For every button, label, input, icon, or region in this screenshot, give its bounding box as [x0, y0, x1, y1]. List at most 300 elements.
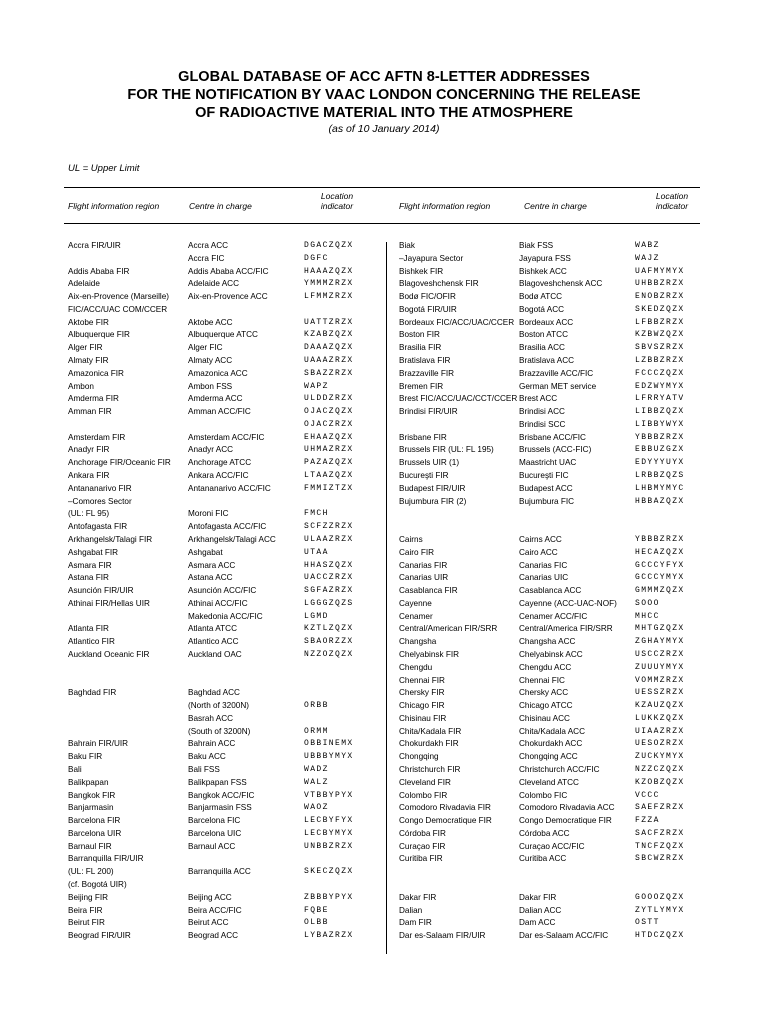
location-indicator-cell: YBBBZRZX — [635, 534, 685, 544]
fir-cell: Almaty FIR — [68, 356, 109, 366]
location-indicator-cell: LGMD — [304, 611, 329, 621]
centre-cell: Astana ACC — [188, 573, 233, 583]
fir-cell: Dalian — [399, 905, 423, 915]
fir-cell: Bishkek FIR — [399, 266, 444, 276]
fir-cell: Asunción FIR/UIR — [68, 586, 134, 596]
location-indicator-cell: LIBBYWYX — [635, 419, 685, 429]
fir-cell: Chennai FIR — [399, 675, 445, 685]
fir-cell: Ambon — [68, 381, 94, 391]
location-indicator-cell: HHASZQZX — [304, 560, 354, 570]
document-date: (as of 10 January 2014) — [328, 123, 440, 135]
centre-cell: Christchurch ACC/FIC — [519, 764, 600, 774]
centre-cell: Almaty ACC — [188, 356, 233, 366]
fir-cell: Bali — [68, 764, 82, 774]
fir-cell: Dakar FIR — [399, 892, 437, 902]
location-indicator-cell: ZUCKYMYX — [635, 752, 685, 762]
centre-cell: Bogotá ACC — [519, 304, 565, 314]
centre-cell: Baku ACC — [188, 752, 226, 762]
location-indicator-cell: UACCZRZX — [304, 573, 354, 583]
fir-cell: Bucureşti FIR — [399, 471, 449, 481]
centre-cell: Curaçao ACC/FIC — [519, 841, 585, 851]
centre-cell: Dam ACC — [519, 918, 556, 928]
fir-cell: (UL: FL 200) — [68, 867, 114, 877]
centre-cell: Budapest ACC — [519, 483, 573, 493]
fir-cell: Biak — [399, 241, 415, 250]
document-title — [0, 68, 768, 122]
location-indicator-cell: KZOBZQZX — [635, 777, 685, 787]
fir-cell: Atlantico FIR — [68, 637, 115, 647]
location-indicator-cell: YMMMZRZX — [304, 279, 354, 289]
fir-cell: Bremen FIR — [399, 381, 444, 391]
fir-cell: Cleveland FIR — [399, 777, 451, 787]
location-indicator-cell: LHBMYMYC — [635, 483, 685, 493]
centre-cell: Bodø ATCC — [519, 292, 563, 302]
location-indicator-cell: ULDDZRZX — [304, 394, 354, 404]
location-indicator-cell: EDYYYUYX — [635, 458, 685, 468]
centre-cell: Albuquerque ATCC — [188, 330, 258, 340]
location-indicator-cell: OLBB — [304, 918, 329, 928]
location-indicator-cell: WAPZ — [304, 381, 329, 391]
centre-cell: German MET service — [519, 381, 597, 391]
location-indicator-cell: WAJZ — [635, 253, 660, 263]
centre-cell: Dakar FIR — [519, 892, 557, 902]
centre-cell: (South of 3200N) — [188, 726, 251, 736]
location-indicator-cell: NZZCZQZX — [635, 764, 685, 774]
centre-cell: Bordeaux ACC — [519, 317, 574, 327]
fir-cell: Ankara FIR — [68, 471, 110, 481]
fir-cell: Auckland Oceanic FIR — [68, 649, 150, 659]
fir-cell: Curitiba FIR — [399, 854, 443, 864]
centre-cell: Bangkok ACC/FIC — [188, 790, 255, 800]
fir-cell: Boston FIR — [399, 330, 440, 340]
location-indicator-cell: KZAUZQZX — [635, 701, 685, 711]
header-centre-left: Centre in charge — [189, 201, 252, 211]
location-indicator-cell: FCCCZQZX — [635, 368, 685, 378]
centre-cell: Chokurdakh ACC — [519, 739, 583, 749]
centre-cell: Chersky ACC — [519, 688, 569, 698]
location-indicator-cell: UIAAZRZX — [635, 726, 685, 736]
location-indicator-cell: TNCFZQZX — [635, 841, 685, 851]
location-indicator-cell: UHMAZRZX — [304, 445, 354, 455]
header-centre-right: Centre in charge — [524, 201, 587, 211]
centre-cell: Accra FIC — [188, 253, 225, 263]
location-indicator-cell: OJACZQZX — [304, 407, 354, 417]
location-indicator-cell: EBBUZGZX — [635, 445, 685, 455]
fir-cell: Barranquilla FIR/UIR — [68, 854, 144, 864]
fir-cell: Aktobe FIR — [68, 317, 109, 327]
location-indicator-cell: WABZ — [635, 241, 660, 250]
centre-cell: Casablanca ACC — [519, 586, 582, 596]
centre-cell: Antananarivo ACC/FIC — [188, 483, 271, 493]
location-indicator-cell: DAAAZQZX — [304, 343, 354, 353]
location-indicator-cell: NZZOZQZX — [304, 649, 354, 659]
location-indicator-cell: GCCCYFYX — [635, 560, 685, 570]
location-indicator-cell: EHAAZQZX — [304, 432, 354, 442]
fir-cell: Cairns — [399, 534, 423, 544]
centre-cell: Atlanta ATCC — [188, 624, 237, 634]
fir-cell: Brest FIC/ACC/UAC/CCT/CCER — [399, 394, 518, 404]
fir-cell: Baku FIR — [68, 752, 103, 762]
centre-cell: Aktobe ACC — [188, 317, 233, 327]
fir-cell: Cenamer — [399, 611, 433, 621]
location-indicator-cell: OBBINEMX — [304, 739, 354, 749]
location-indicator-cell: ULAAZRZX — [304, 534, 354, 544]
fir-cell: Budapest FIR/UIR — [399, 483, 466, 493]
fir-cell: Antofagasta FIR — [68, 522, 128, 532]
location-indicator-cell: PAZAZQZX — [304, 458, 354, 468]
centre-cell: Dalian ACC — [519, 905, 562, 915]
fir-cell: Comodoro Rivadavia FIR — [399, 803, 491, 813]
fir-cell: Blagoveshchensk FIR — [399, 279, 479, 289]
location-indicator-cell: LTAAZQZX — [304, 471, 354, 481]
centre-cell: Bishkek ACC — [519, 266, 567, 276]
centre-cell: Jayapura FSS — [519, 253, 571, 263]
location-indicator-cell: LRBBZQZS — [635, 471, 685, 481]
fir-cell: Ashgabat FIR — [68, 547, 119, 557]
fir-cell: Brussels FIR (UL: FL 195) — [399, 445, 494, 455]
centre-cell: Bahrain ACC — [188, 739, 236, 749]
centre-cell: Brasilia ACC — [519, 343, 565, 353]
fir-cell: Athinai FIR/Hellas UIR — [68, 598, 150, 608]
location-indicator-cell: LUKKZQZX — [635, 713, 685, 723]
fir-cell: FIC/ACC/UAC COM/CCER — [68, 304, 168, 314]
centre-cell: Chengdu ACC — [519, 662, 572, 672]
fir-cell: Bogotá FIR/UIR — [399, 304, 457, 314]
table-top-rule — [64, 187, 700, 188]
centre-cell: Barcelona FIC — [188, 816, 241, 826]
location-indicator-cell: HTDCZQZX — [635, 931, 685, 941]
fir-cell: Balikpapan — [68, 777, 109, 787]
header-location-line2: indicator — [320, 201, 354, 211]
fir-cell: Colombo FIR — [399, 790, 448, 800]
centre-cell: Arkhangelsk/Talagi ACC — [188, 534, 276, 544]
location-indicator-cell: LFBBZRZX — [635, 317, 685, 327]
centre-cell: Brisbane ACC/FIC — [519, 432, 586, 442]
fir-cell: Chengdu — [399, 662, 433, 672]
centre-cell: Barcelona UIC — [188, 828, 242, 838]
fir-cell: Chisinau FIR — [399, 713, 447, 723]
location-indicator-cell: UESSZRZX — [635, 688, 685, 698]
fir-cell: Central/American FIR/SRR — [399, 624, 498, 634]
fir-cell: Addis Ababa FIR — [68, 266, 130, 276]
location-indicator-cell: WADZ — [304, 764, 329, 774]
centre-cell: Amman ACC/FIC — [188, 407, 251, 417]
fir-cell: Changsha — [399, 637, 437, 647]
title-line-3: OF RADIOACTIVE MATERIAL INTO THE ATMOSPHERE — [195, 105, 573, 121]
location-indicator-cell: GOOOZQZX — [635, 892, 685, 902]
fir-cell: Bahrain FIR/UIR — [68, 739, 129, 749]
fir-cell: Brazzaville FIR — [399, 368, 455, 378]
fir-cell: –Jayapura Sector — [399, 253, 464, 263]
location-indicator-cell: ZBBBYPYX — [304, 892, 354, 902]
fir-cell: Canarias FIR — [399, 560, 448, 570]
location-indicator-cell: EDZWYMYX — [635, 381, 685, 391]
fir-cell: Anadyr FIR — [68, 445, 110, 455]
location-indicator-cell: DGFC — [304, 253, 329, 263]
fir-cell: Bordeaux FIC/ACC/UAC/CCER — [399, 317, 515, 327]
centre-cell: Brest ACC — [519, 394, 558, 404]
centre-cell: Aix-en-Provence ACC — [188, 292, 268, 302]
centre-cell: Bucureşti FIC — [519, 471, 569, 481]
fir-cell: Adelaide — [68, 279, 100, 289]
centre-cell: Anadyr ACC — [188, 445, 234, 455]
header-location-line2: indicator — [655, 201, 689, 211]
centre-cell: Asmara ACC — [188, 560, 236, 570]
centre-cell: Makedonia ACC/FIC — [188, 611, 263, 621]
fir-cell: Barcelona UIR — [68, 828, 122, 838]
location-indicator-cell: SKECZQZX — [304, 867, 354, 877]
location-indicator-cell: HECAZQZX — [635, 547, 685, 557]
centre-cell: Asunción ACC/FIC — [188, 586, 257, 596]
centre-cell: Barranquilla ACC — [188, 867, 251, 877]
fir-cell: Beijing FIR — [68, 892, 109, 902]
fir-cell: Baghdad FIR — [68, 688, 117, 698]
location-indicator-cell: UNBBZRZX — [304, 841, 354, 851]
fir-cell: Bangkok FIR — [68, 790, 116, 800]
centre-cell: Auckland OAC — [188, 649, 242, 659]
centre-cell: Congo Democratique FIR — [519, 816, 612, 826]
location-indicator-cell: LFMMZRZX — [304, 292, 354, 302]
fir-cell: Congo Democratique FIR — [399, 816, 492, 826]
fir-cell: Brussels UIR (1) — [399, 458, 460, 468]
fir-cell: Accra FIR/UIR — [68, 241, 121, 250]
location-indicator-cell: ENOBZRZX — [635, 292, 685, 302]
column-separator — [386, 242, 387, 954]
centre-cell: Central/America FIR/SRR — [519, 624, 613, 634]
location-indicator-cell: ZUUUYMYX — [635, 662, 685, 672]
title-line-1: GLOBAL DATABASE OF ACC AFTN 8-LETTER ADDRESSES — [178, 69, 590, 85]
location-indicator-cell: UATTZRZX — [304, 317, 354, 327]
centre-cell: Chisinau ACC — [519, 713, 570, 723]
header-location-line1: Location — [320, 191, 354, 201]
fir-cell: Dam FIR — [399, 918, 432, 928]
fir-cell: –Comores Sector — [68, 496, 132, 506]
centre-cell: Banjarmasin FSS — [188, 803, 252, 813]
location-indicator-cell: SBCWZRZX — [635, 854, 685, 864]
location-indicator-cell: GCCCYMYX — [635, 573, 685, 583]
centre-cell: Chelyabinsk ACC — [519, 649, 583, 659]
centre-cell: Athinai ACC/FIC — [188, 598, 248, 608]
location-indicator-cell: ORMM — [304, 726, 329, 736]
fir-cell: Chongqing — [399, 752, 439, 762]
location-indicator-cell: FZZA — [635, 816, 660, 826]
location-indicator-cell: SAEFZRZX — [635, 803, 685, 813]
centre-cell: Blagoveshchensk ACC — [519, 279, 603, 289]
centre-cell: Dar es-Salaam ACC/FIC — [519, 931, 609, 941]
fir-cell: Barnaul FIR — [68, 841, 112, 851]
centre-cell: Accra ACC — [188, 241, 229, 250]
fir-cell: Barcelona FIR — [68, 816, 121, 826]
fir-cell: Beograd FIR/UIR — [68, 931, 131, 941]
centre-cell: Biak FSS — [519, 241, 554, 250]
header-bottom-rule — [64, 223, 700, 224]
location-indicator-cell: DGACZQZX — [304, 241, 354, 250]
location-indicator-cell: WAOZ — [304, 803, 329, 813]
location-indicator-cell: YBBBZRZX — [635, 432, 685, 442]
fir-cell: Beira FIR — [68, 905, 103, 915]
fir-cell: Dar es-Salaam FIR/UIR — [399, 931, 486, 941]
location-indicator-cell: LGGGZQZS — [304, 598, 354, 608]
fir-cell: Bodø FIC/OFIR — [399, 292, 456, 302]
centre-cell: Amderma ACC — [188, 394, 243, 404]
centre-cell: Canarias FIC — [519, 560, 568, 570]
location-indicator-cell: VCCC — [635, 790, 660, 800]
upper-limit-note: UL = Upper Limit — [68, 163, 140, 174]
location-indicator-cell: OJACZRZX — [304, 419, 354, 429]
fir-cell: Brindisi FIR/UIR — [399, 407, 458, 417]
centre-cell: Anchorage ATCC — [188, 458, 252, 468]
fir-cell: Brasilia FIR — [399, 343, 442, 353]
centre-cell: (North of 3200N) — [188, 701, 249, 711]
fir-cell: (UL: FL 95) — [68, 509, 110, 519]
fir-cell: Amazonica FIR — [68, 368, 124, 378]
location-indicator-cell: LECBYFYX — [304, 816, 354, 826]
header-location-left — [308, 191, 366, 211]
fir-cell: Albuquerque FIR — [68, 330, 130, 340]
fir-cell: Beirut FIR — [68, 918, 105, 928]
fir-cell: Chicago FIR — [399, 701, 445, 711]
location-indicator-cell: SBAZZRZX — [304, 368, 354, 378]
centre-cell: Maastricht UAC — [519, 458, 577, 468]
centre-cell: Moroni FIC — [188, 509, 229, 519]
fir-cell: Bujumbura FIR (2) — [399, 496, 467, 506]
header-location-line1: Location — [655, 191, 689, 201]
centre-cell: Boston ATCC — [519, 330, 568, 340]
centre-cell: Cairns ACC — [519, 534, 562, 544]
centre-cell: Ambon FSS — [188, 381, 233, 391]
centre-cell: Brazzaville ACC/FIC — [519, 368, 594, 378]
fir-cell: (cf. Bogotá UIR) — [68, 880, 127, 889]
location-indicator-cell: KZTLZQZX — [304, 624, 354, 634]
centre-cell: Bratislava ACC — [519, 356, 575, 366]
location-indicator-cell: SBAORZZX — [304, 637, 354, 647]
location-indicator-cell: FMMIZTZX — [304, 483, 354, 493]
location-indicator-cell: UAFMYMYX — [635, 266, 685, 276]
centre-cell: Beira ACC/FIC — [188, 905, 242, 915]
location-indicator-cell: ORBB — [304, 701, 329, 711]
fir-cell: Chersky FIR — [399, 688, 445, 698]
fir-cell: Aix-en-Provence (Marseille) — [68, 292, 170, 302]
fir-cell: Astana FIR — [68, 573, 109, 583]
centre-cell: Changsha ACC — [519, 637, 576, 647]
centre-cell: Brussels (ACC-FIC) — [519, 445, 592, 455]
centre-cell: Chicago ATCC — [519, 701, 573, 711]
fir-cell: Chelyabinsk FIR — [399, 649, 460, 659]
fir-cell: Chita/Kadala FIR — [399, 726, 462, 736]
fir-cell: Cayenne — [399, 598, 432, 608]
location-indicator-cell: LZBBZRZX — [635, 356, 685, 366]
fir-cell: Banjarmasin — [68, 803, 114, 813]
centre-cell: Comodoro Rivadavia ACC — [519, 803, 615, 813]
header-fir-left: Flight information region — [68, 201, 160, 211]
location-indicator-cell: MHTGZQZX — [635, 624, 685, 634]
centre-cell: Brindisi ACC — [519, 407, 565, 417]
location-indicator-cell: SKEDZQZX — [635, 304, 685, 314]
fir-cell: Amman FIR — [68, 407, 112, 417]
location-indicator-cell: SGFAZRZX — [304, 586, 354, 596]
centre-cell: Bali FSS — [188, 764, 220, 774]
centre-cell: Barnaul ACC — [188, 841, 236, 851]
location-indicator-cell: UAAAZRZX — [304, 356, 354, 366]
location-indicator-cell: ZYTLYMYX — [635, 905, 685, 915]
centre-cell: Canarias UIC — [519, 573, 569, 583]
fir-cell: Arkhangelsk/Talagi FIR — [68, 534, 153, 544]
centre-cell: Cairo ACC — [519, 547, 558, 557]
centre-cell: Alger FIC — [188, 343, 223, 353]
location-indicator-cell: LIBBZQZX — [635, 407, 685, 417]
location-indicator-cell: UHBBZRZX — [635, 279, 685, 289]
fir-cell: Amsterdam FIR — [68, 432, 126, 442]
location-indicator-cell: SOOO — [635, 598, 660, 608]
fir-cell: Chokurdakh FIR — [399, 739, 459, 749]
location-indicator-cell: UESOZRZX — [635, 739, 685, 749]
location-indicator-cell: HBBAZQZX — [635, 496, 685, 506]
fir-cell: Bratislava FIR — [399, 356, 451, 366]
fir-cell: Christchurch FIR — [399, 764, 461, 774]
location-indicator-cell: GMMMZQZX — [635, 586, 685, 596]
fir-cell: Casablanca FIR — [399, 586, 458, 596]
fir-cell: Asmara FIR — [68, 560, 112, 570]
centre-cell: Chongqing ACC — [519, 752, 578, 762]
location-indicator-cell: LECBYMYX — [304, 828, 354, 838]
location-indicator-cell: ZGHAYMYX — [635, 637, 685, 647]
location-indicator-cell: SBVSZRZX — [635, 343, 685, 353]
fir-cell: Córdoba FIR — [399, 828, 446, 838]
centre-cell: Córdoba ACC — [519, 828, 570, 838]
fir-cell: Cairo FIR — [399, 547, 435, 557]
location-indicator-cell: KZBWZQZX — [635, 330, 685, 340]
fir-cell: Alger FIR — [68, 343, 103, 353]
centre-cell: Antofagasta ACC/FIC — [188, 522, 267, 532]
centre-cell: Adelaide ACC — [188, 279, 239, 289]
fir-cell: Anchorage FIR/Oceanic FIR — [68, 458, 171, 468]
location-indicator-cell: VTBBYPYX — [304, 790, 354, 800]
location-indicator-cell: FMCH — [304, 509, 329, 519]
centre-cell: Balikpapan FSS — [188, 777, 247, 787]
header-location-right — [643, 191, 701, 211]
fir-cell: Atlanta FIR — [68, 624, 109, 634]
centre-cell: Atlantico ACC — [188, 637, 239, 647]
location-indicator-cell: SCFZZRZX — [304, 522, 354, 532]
location-indicator-cell: HAAAZQZX — [304, 266, 354, 276]
location-indicator-cell: LYBAZRZX — [304, 931, 354, 941]
location-indicator-cell: UTAA — [304, 547, 329, 557]
location-indicator-cell: SACFZRZX — [635, 828, 685, 838]
location-indicator-cell: UBBBYMYX — [304, 752, 354, 762]
centre-cell: Cayenne (ACC-UAC-NOF) — [519, 598, 617, 608]
fir-cell: Curaçao FIR — [399, 841, 446, 851]
centre-cell: Addis Ababa ACC/FIC — [188, 266, 269, 276]
centre-cell: Cenamer ACC/FIC — [519, 611, 588, 621]
location-indicator-cell: USCCZRZX — [635, 649, 685, 659]
title-line-2: FOR THE NOTIFICATION BY VAAC LONDON CONCERNING THE RELEASE — [127, 87, 641, 103]
header-fir-right: Flight information region — [399, 201, 491, 211]
location-indicator-cell: FQBE — [304, 905, 329, 915]
centre-cell: Beograd ACC — [188, 931, 239, 941]
centre-cell: Ankara ACC/FIC — [188, 471, 249, 481]
centre-cell: Brindisi SCC — [519, 419, 566, 429]
centre-cell: Beirut ACC — [188, 918, 229, 928]
fir-cell: Amderma FIR — [68, 394, 119, 404]
centre-cell: Amsterdam ACC/FIC — [188, 432, 265, 442]
centre-cell: Chennai FIC — [519, 675, 565, 685]
centre-cell: Ashgabat — [188, 547, 223, 557]
centre-cell: Chita/Kadala ACC — [519, 726, 585, 736]
location-indicator-cell: OSTT — [635, 918, 660, 928]
centre-cell: Cleveland ATCC — [519, 777, 579, 787]
fir-cell: Brisbane FIR — [399, 432, 447, 442]
centre-cell: Basrah ACC — [188, 713, 234, 723]
